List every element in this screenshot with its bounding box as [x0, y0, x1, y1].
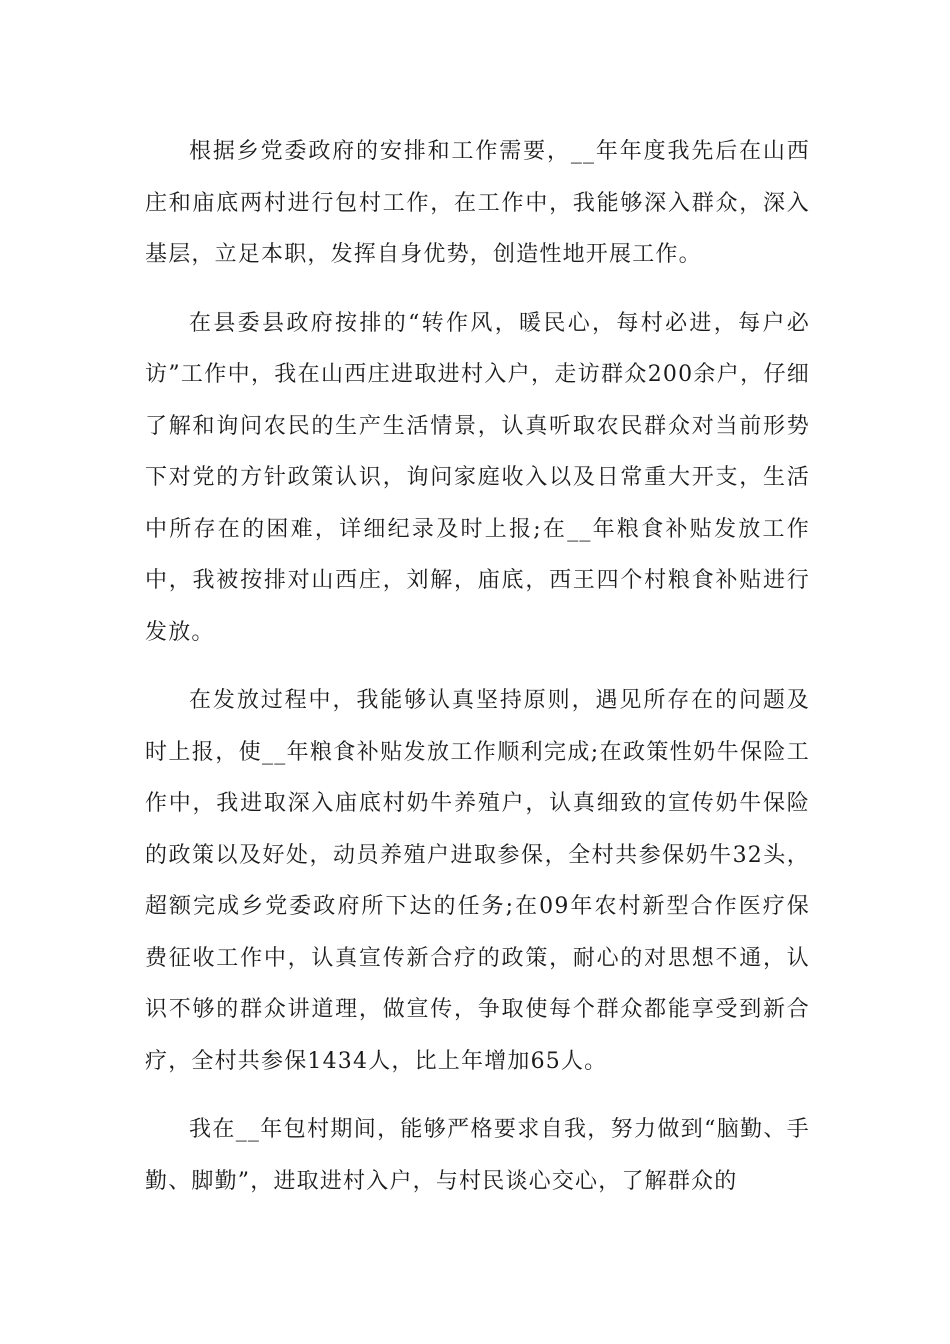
document-body	[145, 126, 810, 1224]
paragraph-1: 根据乡党委政府的安排和工作需要，__年年度我先后在山西庄和庙底两村进行包村工作，在工作中，我能够深入群众，深入基层，立足本职，发挥自身优势，创造性地开展工作。	[145, 139, 810, 267]
paragraph-4: 我在__年包村期间，能够严格要求自我，努力做到“脑勤、手勤、脚勤”，进取进村入户，与村民谈心交心，了解群众的	[145, 1117, 810, 1194]
paragraph-2: 在县委县政府按排的“转作风，暖民心，每村必进，每户必访”工作中，我在山西庄进取进村入户，走访群众200余户，仔细了解和询问农民的生产生活情景，认真听取农民群众对当前形势下对党的方针政策认识，询问家庭收入以及日常重大开支，生活中所存在的困难，详细纪录及时上报;在__年粮食补贴发放工作中，我被按排对山西庄，刘解，庙底，西王四个村粮食补贴进行发放。	[145, 310, 810, 645]
paragraph-3: 在发放过程中，我能够认真坚持原则，遇见所存在的问题及时上报，使__年粮食补贴发放工作顺利完成;在政策性奶牛保险工作中，我进取深入庙底村奶牛养殖户，认真细致的宣传奶牛保险的政策以及好处，动员养殖户进取参保，全村共参保奶牛32头，超额完成乡党委政府所下达的任务;在09年农村新型合作医疗保费征收工作中，认真宣传新合疗的政策，耐心的对思想不通，认识不够的群众讲道理，做宣传，争取使每个群众都能享受到新合疗，全村共参保1434人，比上年增加65人。	[145, 688, 810, 1074]
